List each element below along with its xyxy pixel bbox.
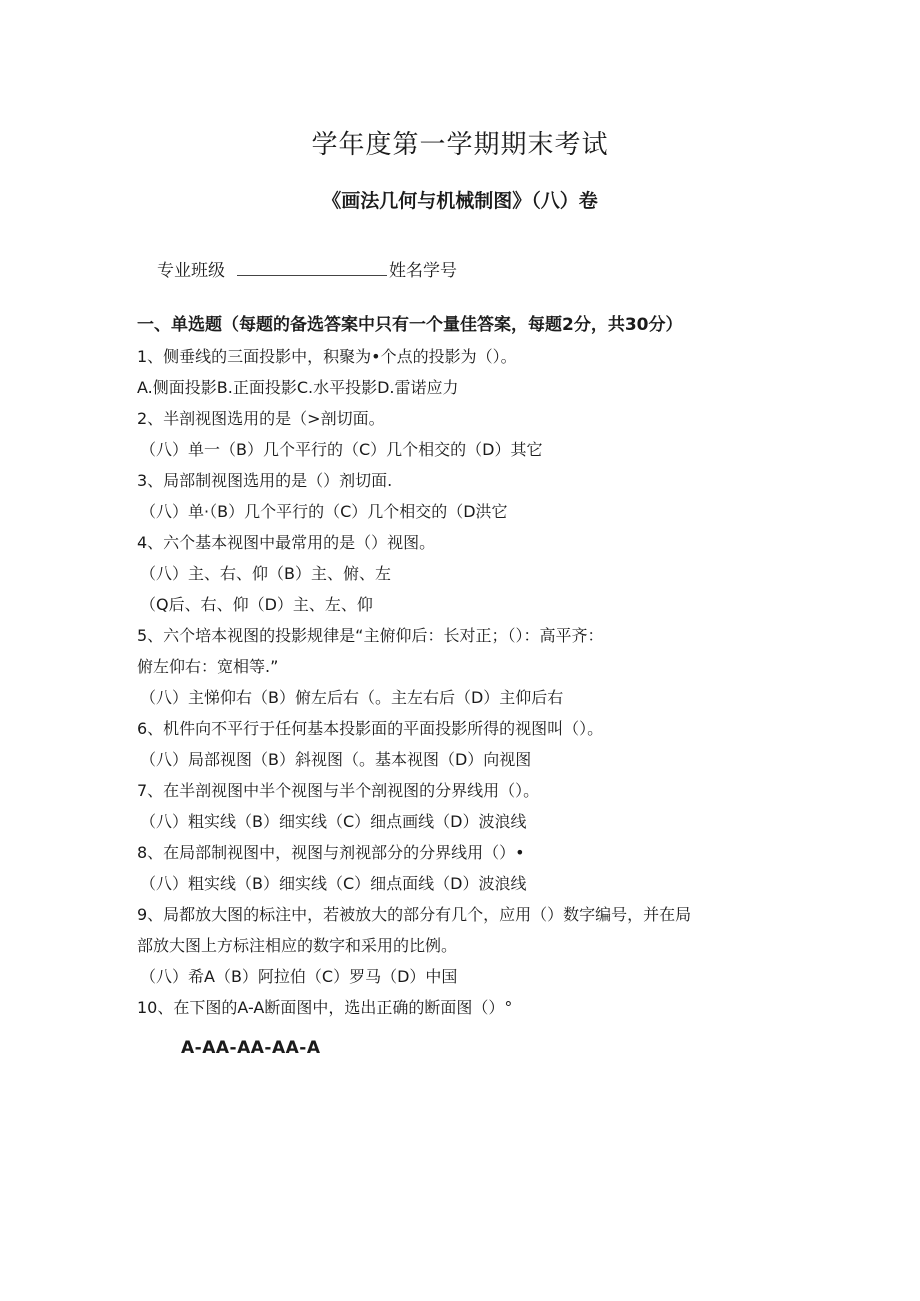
- question-6: 6、机件向不平行于任何基本投影面的平面投影所得的视图叫（）。: [137, 719, 604, 738]
- class-label: 专业班级: [157, 261, 225, 281]
- question-3: 3、局部制视图选用的是（）剂切面.: [137, 471, 393, 490]
- question-7-options: （八）粗实线（B）细实线（C）细点画线（D）波浪线: [140, 812, 527, 831]
- exam-title: 学年度第一学期期末考试: [311, 130, 609, 160]
- question-2: 2、半剖视图选用的是（>剖切面。: [137, 409, 385, 428]
- question-9: 9、局都放大图的标注中，若被放大的部分有几个，应用（）数字编号，并在局: [137, 905, 692, 924]
- question-4: 4、六个基本视图中最常用的是（）视图。: [137, 533, 436, 552]
- question-5-cont: 俯左仰右：宽相等.”: [137, 657, 279, 676]
- question-4-options-a: （八）主、右、仰（B）主、俯、左: [140, 564, 391, 583]
- question-7: 7、在半剖视图中半个视图与半个剖视图的分界线用（）。: [137, 781, 540, 800]
- question-5: 5、六个培本视图的投影规律是“主俯仰后：长对正；（）：高平齐：: [137, 626, 604, 645]
- name-label: 姓名学号: [389, 261, 457, 281]
- question-10: 10、在下图的A-A断面图中，选出正确的断面图（）°: [137, 998, 513, 1017]
- question-9-cont: 部放大图上方标注相应的数字和采用的比例。: [137, 936, 458, 955]
- student-info: [157, 256, 457, 281]
- exam-subtitle: 《画法几何与机械制图》（八）卷: [322, 190, 598, 212]
- question-8: 8、在局部制视图中，视图与剂视部分的分界线用（）•: [137, 843, 525, 862]
- question-2-options: （八）单一（B）几个平行的（C）几个相交的（D）其它: [140, 440, 543, 459]
- question-4-options-b: （Q后、右、仰（D）主、左、仰: [140, 595, 373, 614]
- question-9-options: （八）希A（B）阿拉伯（C）罗马（D）中国: [140, 967, 458, 986]
- class-blank: [237, 259, 387, 276]
- question-list: [137, 341, 787, 1023]
- section-heading: 一、单选题（每题的备选答案中只有一个量佳答案，每题2分，共30分）: [137, 315, 683, 335]
- question-1: 1、侧垂线的三面投影中，积聚为•个点的投影为（）。: [137, 347, 517, 366]
- question-6-options: （八）局部视图（B）斜视图（。基本视图（D）向视图: [140, 750, 532, 769]
- question-1-options: A.侧面投影B.正面投影C.水平投影D.雷诺应力: [137, 378, 459, 397]
- question-8-options: （八）粗实线（B）细实线（C）细点面线（D）波浪线: [140, 874, 527, 893]
- question-3-options: （八）单·（B）几个平行的（C）几个相交的（D洪它: [140, 502, 508, 521]
- section-figure-labels: A-AA-AA-AA-A: [181, 1038, 321, 1058]
- question-5-options: （八）主悌仰右（B）俯左后右（。主左右后（D）主仰后右: [140, 688, 564, 707]
